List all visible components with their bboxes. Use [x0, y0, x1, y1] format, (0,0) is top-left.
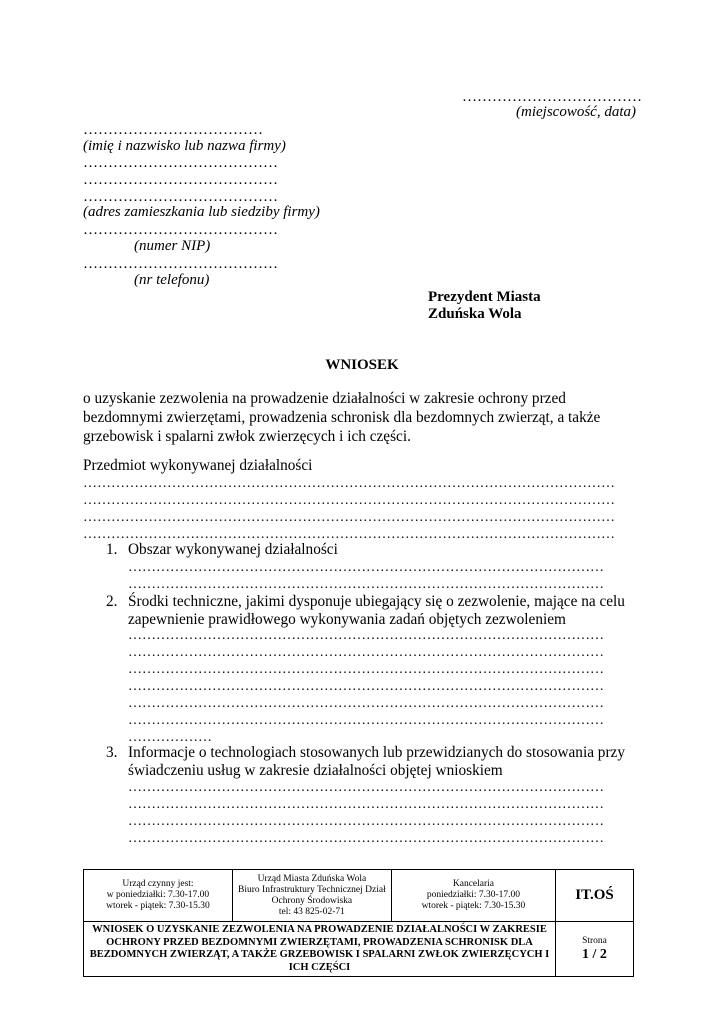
nip-dots: …………………………………	[83, 222, 278, 238]
item-2-dots-1: …………………………………………………………………………………………	[128, 628, 604, 643]
chancery-line-3: wtorek - piątek: 7.30-15.30	[421, 901, 526, 911]
page-label: Strona	[582, 935, 607, 946]
office-hours-line-1: Urząd czynny jest:	[122, 879, 194, 889]
addressee-line-1: Prezydent Miasta	[428, 289, 541, 305]
item-3-dots-4: …………………………………………………………………………………………	[128, 831, 604, 846]
nip-label: (numer NIP)	[134, 238, 211, 254]
subject-label: Przedmiot wykonywanej działalności	[83, 457, 313, 474]
applicant-name-label: (imię i nazwisko lub nazwa firmy)	[83, 138, 286, 154]
item-2-dots-4: …………………………………………………………………………………………	[128, 679, 604, 694]
chancery-cell	[391, 870, 555, 922]
document-title: WNIOSEK	[325, 357, 399, 373]
phone-label: (nr telefonu)	[134, 272, 210, 288]
subject-dots-2: ……………………………………………………………………………………………………	[83, 493, 615, 508]
office-hours-line-2: w poniedziałki: 7.30-17.00	[106, 890, 210, 900]
item-1-dots-2: …………………………………………………………………………………………	[128, 577, 604, 592]
item-3-dots-1: …………………………………………………………………………………………	[128, 780, 604, 795]
item-1-number: 1.	[106, 541, 118, 558]
chancery-line-1: Kancelaria	[452, 879, 495, 889]
address-dots-2: …………………………………	[83, 172, 278, 188]
subject-dots-3: ……………………………………………………………………………………………………	[83, 510, 615, 525]
department-cell	[232, 870, 391, 922]
item-1-dots-1: …………………………………………………………………………………………	[128, 560, 604, 575]
address-label: (adres zamieszkania lub siedziby firmy)	[83, 204, 320, 220]
phone-dots: …………………………………	[83, 256, 278, 272]
chancery-line-2: poniedziałki: 7.30-17.00	[426, 890, 521, 900]
page-number: 1 / 2	[582, 946, 607, 962]
department-line-1: Urząd Miasta Zduńska Wola	[257, 873, 367, 884]
item-1-text: Obszar wykonywanej działalności	[128, 541, 338, 558]
office-hours-line-3: wtorek - piątek: 7.30-15.30	[106, 901, 210, 911]
intro-paragraph: o uzyskanie zezwolenia na prowadzenie działalności w zakresie ochrony przed bezdomnymi zwierzętami, prowadzenia schronisk dla bezdomnych zwierząt, a także grzebowisk i spalarni zwłok zwierzęcych i ich części.	[83, 390, 601, 445]
item-2-dots-6: …………………………………………………………………………………………	[128, 713, 604, 728]
form-title: WNIOSEK O UZYSKANIE ZEZWOLENIA NA PROWADZENIE DZIAŁALNOŚCI W ZAKRESIE OCHRONY PRZED BEZDOMNYMI ZWIERZĘTAMI, PROWADZENIA SCHRONISK DLA BEZDOMNYCH ZWIERZĄT, A TAKŻE GRZEBOWISK I SPALARNI ZWŁOK ZWIERZĘCYCH I ICH CZĘŚCI	[84, 922, 556, 977]
item-3-dots-3: …………………………………………………………………………………………	[128, 814, 604, 829]
address-dots-1: …………………………………	[83, 155, 278, 171]
item-2-number: 2.	[106, 593, 118, 610]
item-3-text: Informacje o technologiach stosowanych lub przewidzianych do stosowania przy świadczeniu usług w zakresie działalności objętej wnioskiem	[128, 744, 625, 779]
subject-dots-4: ……………………………………………………………………………………………………	[83, 527, 615, 542]
office-hours-cell	[84, 870, 233, 922]
footer-table	[83, 869, 634, 977]
address-dots-3: …………………………………	[83, 189, 278, 205]
applicant-name-dots: ………………………………	[83, 122, 263, 138]
item-2-dots-5: …………………………………………………………………………………………	[128, 696, 604, 711]
item-2-dots-2: …………………………………………………………………………………………	[128, 645, 604, 660]
place-date-dots: ………………………………	[462, 89, 642, 105]
item-3-dots-2: …………………………………………………………………………………………	[128, 797, 604, 812]
department-line-3: tel: 43 825-02-71	[278, 906, 345, 917]
item-2-dots-short: ………………	[128, 730, 212, 745]
item-2-text: Środki techniczne, jakimi dysponuje ubiegający się o zezwolenie, mające na celu zapewnienie prawidłowego wykonywania zadań objętych zezwoleniem	[128, 593, 625, 628]
addressee-line-2: Zduńska Wola	[428, 306, 522, 322]
place-date-label: (miejscowość, data)	[516, 104, 636, 120]
subject-dots-1: ……………………………………………………………………………………………………	[83, 476, 615, 491]
department-line-2: Biuro Infrastruktury Technicznej Dział Ochrony Środowiska	[238, 884, 386, 906]
item-3-number: 3.	[106, 744, 118, 761]
page-indicator-cell	[555, 922, 633, 977]
item-2-dots-3: …………………………………………………………………………………………	[128, 662, 604, 677]
form-code: IT.OŚ	[555, 870, 633, 922]
